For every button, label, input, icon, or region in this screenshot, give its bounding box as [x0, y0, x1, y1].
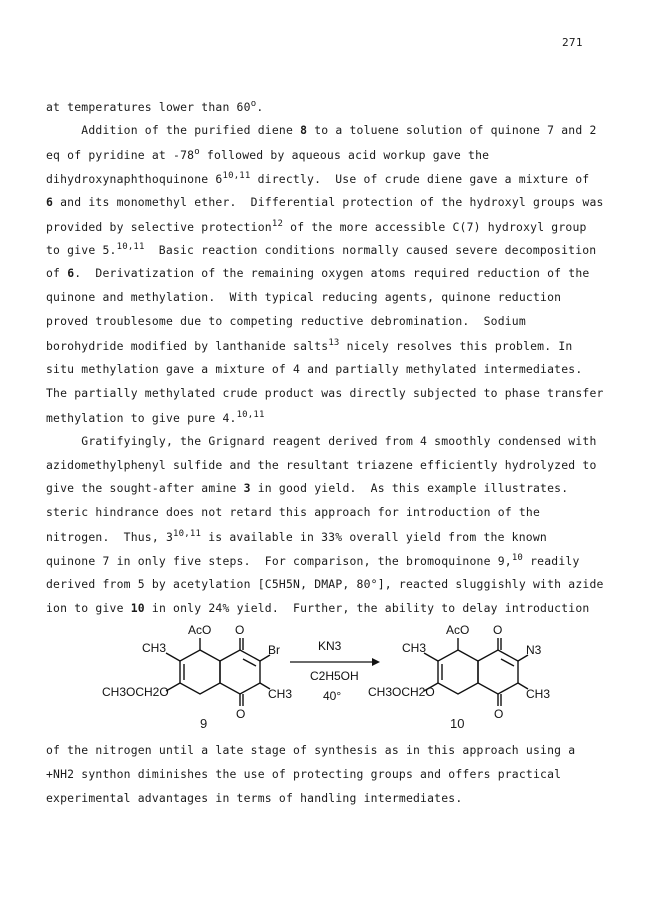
compound-10-ring-methyl: CH3	[526, 687, 551, 701]
text-line-start: give the sought-after amine	[46, 481, 244, 496]
compound-number: 3	[243, 481, 251, 496]
reference-superscript: 10,11	[173, 529, 202, 540]
text-line-rest: is available in 33% overall yield from the known	[201, 529, 547, 544]
compound-10-bottom-oxygen: O	[494, 707, 504, 721]
reference-superscript: o	[194, 146, 200, 157]
text-line-rest: followed by aqueous acid workup gave the	[199, 147, 490, 162]
text-line	[46, 362, 582, 376]
text-line	[46, 314, 526, 328]
text-line-start: azidomethylphenyl sulfide and the resultant triazene efficiently hydrolyzed to	[46, 457, 597, 472]
compound-9-mom-ether: CH3OCH2O	[102, 685, 169, 699]
text-line-start: derived from 5 by acetylation [C5H5N, DMAP, 80°], reacted sluggishly with azide	[46, 577, 604, 591]
compound-9-methyl: CH3	[142, 641, 167, 655]
compound-10-mom-ether: CH3OCH2O	[368, 685, 435, 699]
compound-number: 6	[46, 194, 54, 209]
reference-superscript: o	[250, 99, 257, 109]
compound-10-methyl: CH3	[402, 641, 427, 655]
text-line-start: borohydride modified by lanthanide salts	[46, 338, 329, 353]
text-line	[46, 410, 265, 425]
text-line-start: proved troublesome due to competing reductive debromination. Sodium	[46, 314, 526, 329]
text-line-start: nitrogen. Thus, 3	[46, 529, 174, 544]
compound-9-structure	[166, 638, 270, 706]
compound-10-aco: AcO	[446, 623, 470, 637]
text-line-start: eq of pyridine at -78	[46, 147, 195, 162]
text-line-start: ion to give	[46, 600, 131, 615]
text-line	[46, 481, 568, 495]
reference-superscript: 10	[511, 553, 524, 564]
text-line	[46, 386, 604, 400]
reaction-temperature: 40°	[323, 689, 342, 703]
text-line-start: quinone 7 in only five steps. For comparison, the bromoquinone 9,	[46, 553, 512, 568]
text-line-rest: of the more accessible C(7) hydroxyl group	[283, 219, 587, 234]
compound-9-ring-methyl: CH3	[268, 687, 293, 701]
text-line-rest: in only 24% yield. Further, the ability to delay introduction	[144, 600, 590, 615]
text-line	[46, 434, 597, 448]
compound-number: 6	[67, 266, 75, 281]
reaction-scheme	[102, 622, 600, 738]
text-line-start: The partially methylated crude product was directly subjected to phase transfer	[46, 385, 604, 400]
text-line	[46, 458, 597, 472]
reference-superscript: 10,11	[222, 170, 251, 181]
compound-label-10: 10	[450, 716, 465, 731]
text-line-start: methylation to give pure 4.	[46, 410, 237, 425]
text-line-rest: directly. Use of crude diene gave a mixture of	[250, 171, 590, 186]
text-line-rest: to a toluene solution of quinone 7 and 2	[307, 122, 597, 137]
text-line	[46, 553, 580, 568]
text-line-start: steric hindrance does not retard this approach for introduction of the	[46, 505, 541, 520]
reference-superscript: 10,11	[236, 409, 265, 420]
text-line: of the nitrogen until a late stage of synthesis as in this approach using a	[46, 743, 576, 757]
text-line: experimental advantages in terms of handling intermediates.	[46, 791, 463, 805]
compound-9-top-oxygen: O	[235, 623, 245, 637]
text-line-start: of	[46, 266, 68, 281]
text-line-start: provided by selective protection	[46, 219, 272, 234]
text-line	[46, 505, 540, 519]
reference-superscript: 13	[328, 338, 340, 348]
text-line	[46, 99, 263, 114]
text-line	[46, 601, 589, 615]
compound-10-azide: N3	[526, 643, 542, 657]
text-line	[46, 338, 572, 353]
text-line-start: at temperatures lower than 60	[46, 99, 251, 114]
text-line	[46, 529, 547, 544]
text-line-start: Gratifyingly, the Grignard reagent derived from 4 smoothly condensed with	[46, 433, 597, 448]
page-number: 271	[562, 36, 583, 49]
compound-number: 8	[300, 122, 308, 137]
text-line-rest: in good yield. As this example illustrates.	[250, 481, 569, 496]
text-line-start: dihydroxynaphthoquinone 6	[46, 171, 223, 186]
reference-superscript: 10,11	[116, 242, 145, 253]
text-line: +NH2 synthon diminishes the use of protecting groups and offers practical	[46, 767, 562, 781]
text-line	[46, 195, 604, 209]
text-line-rest: . Derivatization of the remaining oxygen atoms required reduction of the	[74, 266, 590, 281]
compound-9-aco: AcO	[188, 623, 212, 637]
text-line	[46, 219, 587, 234]
text-line	[46, 147, 489, 162]
text-line	[46, 266, 589, 280]
reaction-scheme-drawing	[102, 622, 600, 738]
text-line-start: to give 5.	[46, 243, 117, 258]
text-line-start: Addition of the purified diene	[46, 122, 301, 137]
text-line	[46, 290, 561, 304]
text-line	[46, 171, 589, 186]
compound-9-bromine: Br	[268, 643, 280, 657]
text-line-start: situ methylation gave a mixture of 4 and partially methylated intermediates.	[46, 361, 583, 376]
text-line-rest: and its monomethyl ether. Differential protection of the hydroxyl groups was	[53, 194, 604, 209]
text-line-start: quinone and methylation. With typical reducing agents, quinone reduction	[46, 290, 562, 305]
reaction-arrow-head	[372, 658, 380, 666]
compound-10-top-oxygen: O	[493, 623, 503, 637]
reagent-solvent: C2H5OH	[310, 669, 359, 683]
text-line-rest: Basic reaction conditions normally caused severe decomposition	[144, 243, 597, 258]
compound-label-9: 9	[200, 716, 208, 731]
compound-number: 10	[130, 600, 145, 615]
compound-9-bottom-oxygen: O	[236, 707, 246, 721]
text-line	[46, 242, 596, 257]
text-line-rest: .	[256, 99, 264, 114]
compound-10-structure	[424, 638, 528, 706]
text-line	[46, 123, 597, 137]
text-line	[46, 577, 604, 591]
text-line-rest: nicely resolves this problem. In	[339, 338, 573, 353]
reagent-potassium-azide: KN3	[318, 639, 342, 653]
text-line-rest: readily	[523, 553, 580, 568]
reference-superscript: 12	[271, 218, 284, 229]
